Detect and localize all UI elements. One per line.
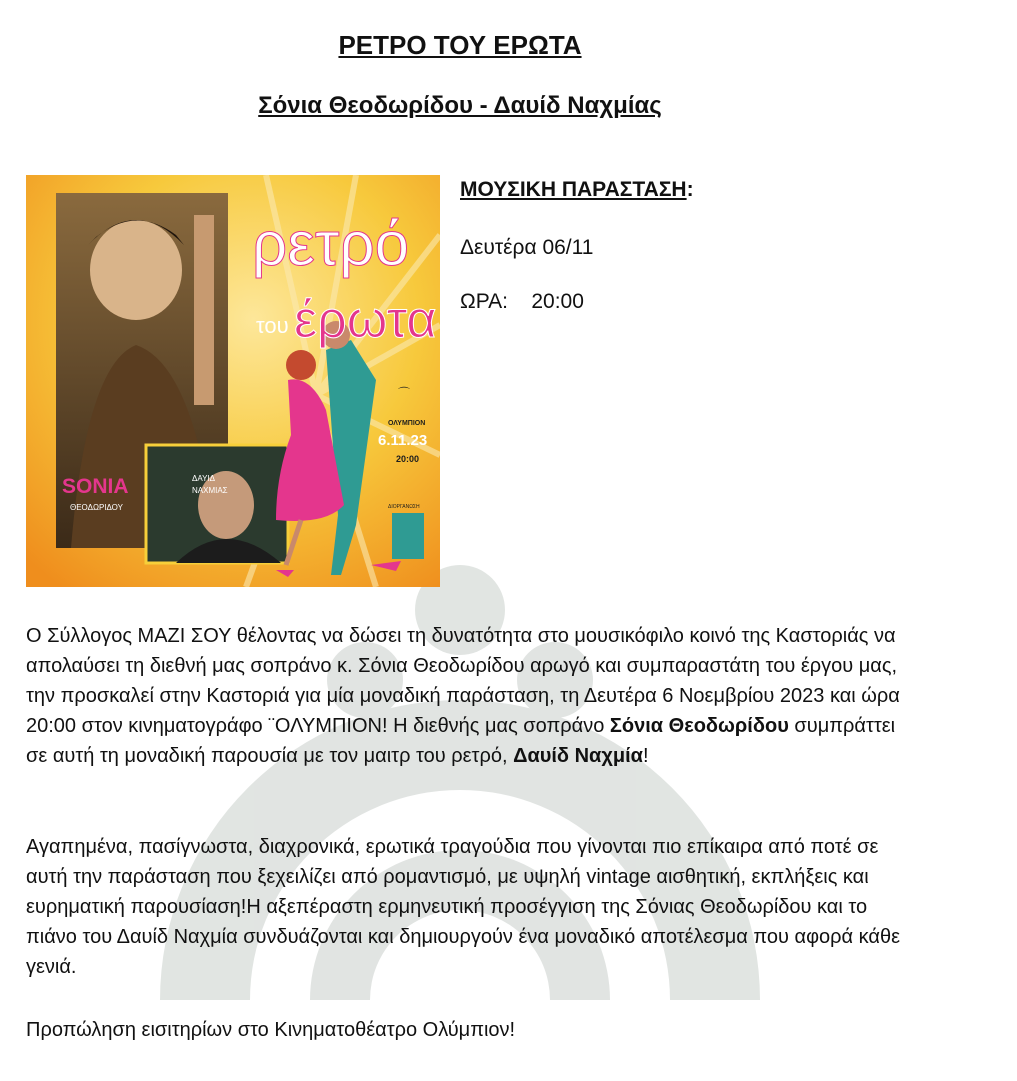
event-time-value: 20:00 — [531, 290, 584, 313]
poster-title-word1: ρετρό — [252, 210, 410, 279]
event-time — [460, 290, 584, 314]
event-date: Δευτέρα 06/11 — [460, 236, 594, 259]
paragraph-tickets: Προπώληση εισιτηρίων στο Κινηματοθέατρο Ολύμπιον! — [26, 1019, 516, 1041]
poster-pianist-last: ΝΑΧΜΙΑΣ — [192, 486, 228, 495]
paragraph-description: Αγαπημένα, πασίγνωστα, διαχρονικά, ερωτικά τραγούδια που γίνονται πιο επίκαιρα από ποτέ σε αυτή την παράσταση που ξεχειλίζει από ρομαντισμό, με υψηλή vintage αισθητική, εκπλήξεις και ευρηματική παρουσίαση!Η αξεπέραστη ερμηνευτική προσέγγιση της Σόνιας Θεοδωρίδου και το πιάνο του Δαυίδ Ναχμία συνδυάζονται και δημιουργούν ένα μοναδικό αποτέλεσμα που αφορά κάθε γενιά. — [26, 836, 901, 978]
page-subtitle: Σόνια Θεοδωρίδου - Δαυίδ Ναχμίας — [258, 92, 662, 119]
poster-singer-surname: ΘΕΟΔΩΡΙΔΟΥ — [70, 503, 123, 512]
event-type-label: ΜΟΥΣΙΚΗ ΠΑΡΑΣΤΑΣΗ: — [460, 178, 694, 201]
poster-singer-name: SONIA — [62, 475, 129, 498]
poster-organizer: ΔΙΟΡΓΑΝΩΣΗ — [388, 504, 420, 510]
poster-pianist-first: ΔΑΥΙΔ — [192, 474, 215, 483]
paragraph-intro: Ο Σύλλογος ΜΑΖΙ ΣΟΥ θέλοντας να δώσει τη δυνατότητα στο μουσικόφιλο κοινό της Καστοριάς να απολαύσει τη διεθνή μας σοπράνο κ. Σόνια Θεοδωρίδου αρωγό και συμπαραστάτη του έργου μας, την προσκαλεί στην Καστοριά για μία μοναδική παράσταση, τη Δευτέρα 6 Νοεμβρίου 2023 και ώρα 20:00 στον κινηματογράφο ¨ΟΛΥΜΠΙΟΝ! Η διεθνής μας σοπράνο Σόνια Θεοδωρίδου συμπράττει σε αυτή τη μοναδική παρουσία με τον μαιτρ του ρετρό, Δαυίδ Ναχμία! — [26, 625, 900, 767]
poster-date: 6.11.23 — [378, 432, 428, 449]
event-time-label: ΩΡΑ: — [460, 290, 508, 313]
singer-name-bold: Σόνια Θεοδωρίδου — [609, 715, 789, 737]
pianist-name-bold: Δαυίδ Ναχμία — [513, 745, 643, 767]
poster-time: 20:00 — [396, 454, 420, 464]
poster-venue: ΟΛΥΜΠΙΟΝ — [388, 420, 426, 427]
poster-title-word2: έρωτα — [294, 291, 437, 349]
organizer-logo — [392, 513, 424, 559]
event-poster — [26, 175, 440, 587]
poster-title-small: του — [256, 313, 289, 338]
page-title: ΡΕΤΡΟ ΤΟΥ ΕΡΩΤΑ — [338, 30, 582, 60]
venue-icon: ⌒ — [398, 386, 411, 400]
